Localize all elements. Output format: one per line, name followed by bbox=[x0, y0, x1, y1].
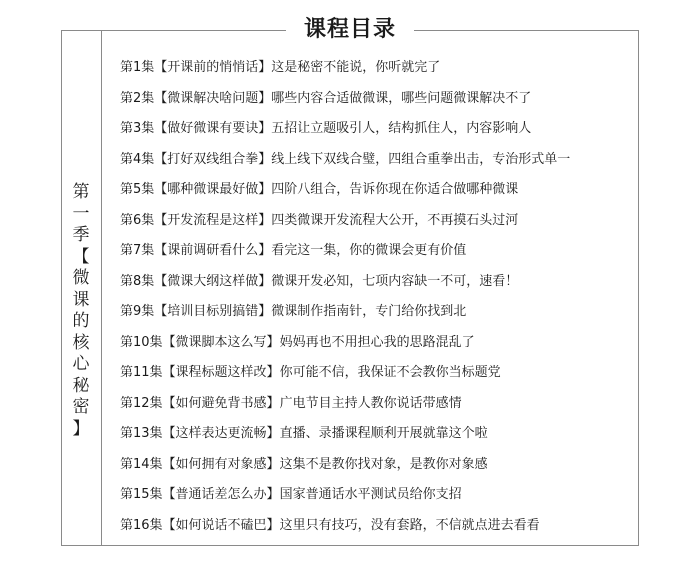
episode-item[interactable] bbox=[120, 210, 630, 241]
episode-number: 第4集 bbox=[120, 151, 155, 167]
episode-number: 第5集 bbox=[120, 182, 155, 197]
episode-title: 【开课前的悄悄话】 bbox=[154, 60, 272, 75]
season-label bbox=[62, 182, 100, 440]
episode-title: 【微课大纲这样做】 bbox=[154, 273, 272, 289]
episode-description: 你可能不信，我保证不会教你当标题党 bbox=[279, 365, 501, 380]
episode-item[interactable] bbox=[120, 515, 630, 546]
episode-title: 【课前调研看什么】 bbox=[154, 243, 272, 258]
episode-title: 【开发流程是这样】 bbox=[154, 212, 272, 228]
season-label-char: 微 bbox=[72, 268, 90, 288]
season-label-char: 】 bbox=[72, 418, 90, 439]
episode-number: 第15集 bbox=[120, 487, 163, 502]
episode-number: 第1集 bbox=[120, 60, 155, 75]
episode-number: 第14集 bbox=[120, 456, 163, 472]
episode-item[interactable] bbox=[120, 149, 630, 180]
episode-description: 国家普通话水平测试员给你支招 bbox=[279, 487, 462, 502]
episode-number: 第9集 bbox=[120, 304, 155, 319]
episode-description: 这里只有技巧，没有套路，不信就点进去看看 bbox=[279, 517, 540, 533]
episode-title: 【如何说话不磕巴】 bbox=[162, 517, 280, 533]
season-label-char: 的 bbox=[72, 311, 90, 331]
episode-title: 【如何拥有对象感】 bbox=[162, 456, 280, 472]
episode-number: 第16集 bbox=[120, 517, 163, 533]
episode-number: 第6集 bbox=[120, 212, 155, 228]
column-divider bbox=[101, 30, 102, 546]
episode-item[interactable] bbox=[120, 179, 630, 210]
episode-description: 这集不是教你找对象，是教你对象感 bbox=[279, 456, 488, 472]
season-label-char: 一 bbox=[72, 203, 90, 224]
episode-title: 【微课脚本这么写】 bbox=[162, 334, 280, 350]
episode-number: 第3集 bbox=[120, 121, 155, 136]
episode-description: 微课开发必知，七项内容缺一不可，速看！ bbox=[271, 273, 519, 289]
episode-item[interactable] bbox=[120, 423, 630, 454]
episode-title: 【课程标题这样改】 bbox=[162, 365, 280, 380]
episode-title: 【这样表达更流畅】 bbox=[162, 426, 280, 441]
episode-item[interactable] bbox=[120, 393, 630, 424]
episode-description: 这是秘密不能说，你听就完了 bbox=[271, 60, 441, 75]
episode-description: 线上线下双线合璧，四组合重拳出击，专治形式单一 bbox=[271, 151, 571, 167]
episode-item[interactable] bbox=[120, 118, 630, 149]
episode-description: 哪些内容合适做微课，哪些问题微课解决不了 bbox=[271, 90, 532, 106]
season-label-char: 季 bbox=[72, 225, 90, 245]
episode-item[interactable] bbox=[120, 57, 630, 88]
episode-description: 微课制作指南针，专门给你找到北 bbox=[271, 304, 467, 319]
episode-title: 【如何避免背书感】 bbox=[162, 395, 280, 411]
episode-title: 【打好双线组合拳】 bbox=[154, 151, 272, 167]
episode-item[interactable] bbox=[120, 332, 630, 363]
episode-item[interactable] bbox=[120, 454, 630, 485]
episode-title: 【做好微课有要诀】 bbox=[154, 121, 272, 136]
episode-title: 【哪种微课最好做】 bbox=[154, 182, 272, 197]
episode-item[interactable] bbox=[120, 240, 630, 271]
episode-item[interactable] bbox=[120, 88, 630, 119]
episode-description: 妈妈再也不用担心我的思路混乱了 bbox=[279, 334, 475, 350]
episode-description: 五招让立题吸引人，结构抓住人，内容影响人 bbox=[271, 121, 532, 136]
episode-description: 四阶八组合，告诉你现在你适合做哪种微课 bbox=[271, 182, 519, 197]
episode-title: 【普通话差怎么办】 bbox=[162, 487, 280, 502]
episode-item[interactable] bbox=[120, 484, 630, 515]
episode-list bbox=[120, 57, 630, 545]
episode-number: 第12集 bbox=[120, 395, 163, 411]
episode-number: 第13集 bbox=[120, 426, 163, 441]
season-label-char: 课 bbox=[72, 289, 90, 310]
episode-number: 第10集 bbox=[120, 334, 163, 350]
season-label-char: 秘 bbox=[72, 375, 90, 396]
season-label-char: 心 bbox=[72, 354, 90, 374]
season-label-char: 【 bbox=[72, 246, 90, 267]
episode-item[interactable] bbox=[120, 271, 630, 302]
episode-number: 第7集 bbox=[120, 243, 155, 258]
episode-title: 【微课解决啥问题】 bbox=[154, 90, 272, 106]
episode-title: 【培训目标别搞错】 bbox=[154, 304, 272, 319]
episode-item[interactable] bbox=[120, 301, 630, 332]
episode-description: 直播、录播课程顺利开展就靠这个啦 bbox=[279, 426, 488, 441]
episode-number: 第11集 bbox=[120, 365, 163, 380]
episode-description: 广电节目主持人教你说话带感情 bbox=[279, 395, 462, 411]
episode-number: 第2集 bbox=[120, 90, 155, 106]
page-title bbox=[0, 12, 700, 48]
season-label-char: 第 bbox=[72, 182, 90, 202]
episode-number: 第8集 bbox=[120, 273, 155, 289]
episode-description: 四类微课开发流程大公开，不再摸石头过河 bbox=[271, 212, 519, 228]
page-title-text: 课程目录 bbox=[286, 12, 414, 48]
season-label-char: 核 bbox=[72, 332, 90, 353]
season-label-char: 密 bbox=[72, 397, 90, 417]
episode-item[interactable] bbox=[120, 362, 630, 393]
episode-description: 看完这一集，你的微课会更有价值 bbox=[271, 243, 467, 258]
